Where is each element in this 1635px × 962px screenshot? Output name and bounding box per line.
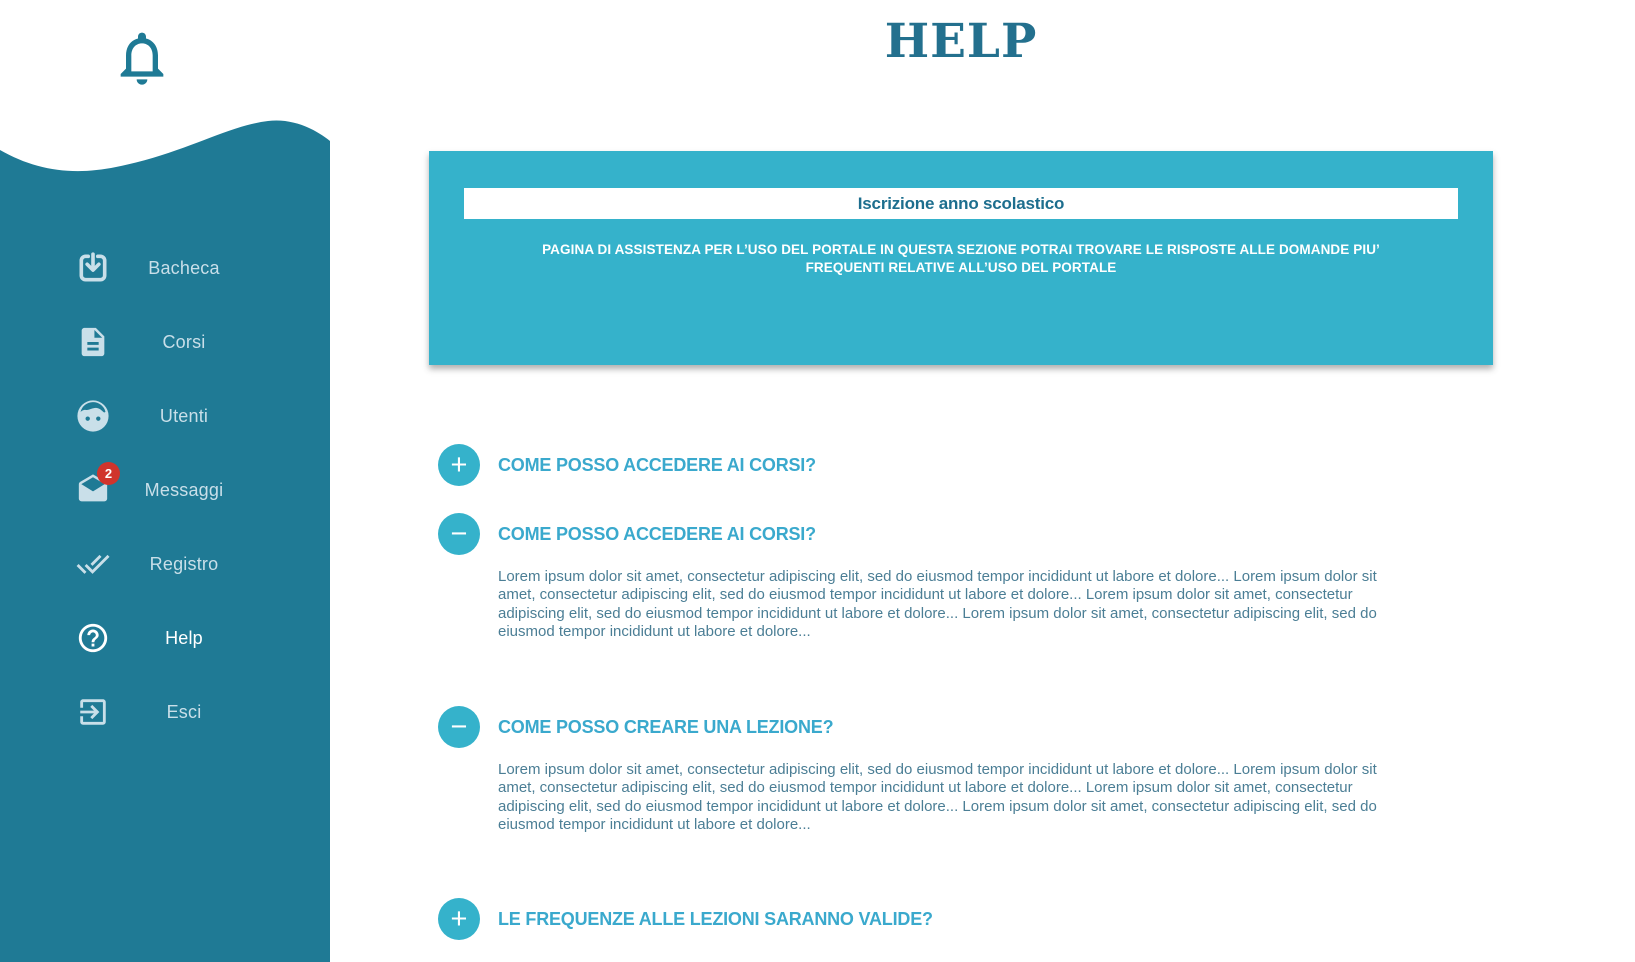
minus-icon: −	[450, 710, 468, 743]
faq-question[interactable]: COME POSSO ACCEDERE AI CORSI?	[498, 524, 816, 544]
sidebar-item-label: Esci	[166, 701, 202, 722]
banner-description: PAGINA DI ASSISTENZA PER L’USO DEL PORTALE IN QUESTA SEZIONE POTRAI TROVARE LE RISPOSTE ALLE DOMANDE PIU’ FREQUENTI RELATIVE ALL’USO DEL PORTALE	[542, 242, 1380, 275]
sidebar-item-label: Bacheca	[148, 257, 220, 278]
sidebar-item-label: Utenti	[159, 405, 209, 426]
sidebar-item-bacheca[interactable]	[0, 246, 330, 290]
faq-toggle-collapse-icon[interactable]	[438, 513, 480, 555]
sidebar-item-help[interactable]	[0, 616, 330, 660]
faq-toggle-expand-icon[interactable]	[438, 444, 480, 486]
plus-icon: +	[450, 902, 468, 935]
sidebar-nav	[0, 0, 330, 962]
messaggi-unread-badge: 2	[97, 462, 120, 485]
sidebar-item-label: Corsi	[162, 331, 206, 352]
faq-answer: Lorem ipsum dolor sit amet, consectetur adipiscing elit, sed do eiusmod tempor incididunt ut labore et dolore... Lorem ipsum dolor sit amet, consectetur adipiscing elit, sed do eiusmod tempor incididunt ut labore et dolore... Lorem ipsum dolor sit amet, consectetur adipiscing elit, sed do eiusmod tempor incididunt ut labore et dolore... Lorem ipsum dolor sit amet, consectetur adipiscing elit, sed do eiusmod tempor incididunt ut labore et dolore...	[498, 761, 1377, 834]
sidebar	[0, 0, 330, 962]
faq-question[interactable]: COME POSSO ACCEDERE AI CORSI?	[498, 455, 816, 475]
banner-title: Iscrizione anno scolastico	[857, 193, 1065, 213]
sidebar-item-registro[interactable]	[0, 542, 330, 586]
faq-answer: Lorem ipsum dolor sit amet, consectetur adipiscing elit, sed do eiusmod tempor incididunt ut labore et dolore... Lorem ipsum dolor sit amet, consectetur adipiscing elit, sed do eiusmod tempor incididunt ut labore et dolore... Lorem ipsum dolor sit amet, consectetur adipiscing elit, sed do eiusmod tempor incididunt ut labore et dolore... Lorem ipsum dolor sit amet, consectetur adipiscing elit, sed do eiusmod tempor incididunt ut labore et dolore...	[498, 568, 1377, 641]
faq-question[interactable]: LE FREQUENZE ALLE LEZIONI SARANNO VALIDE?	[498, 909, 933, 929]
page-title: HELP	[884, 14, 1038, 69]
intro-banner	[429, 151, 1493, 365]
sidebar-item-label: Help	[165, 627, 203, 648]
faq-question[interactable]: COME POSSO CREARE UNA LEZIONE?	[498, 717, 834, 737]
banner-title-bar	[464, 188, 1458, 219]
plus-icon: +	[450, 448, 468, 481]
faq-toggle-expand-icon[interactable]	[438, 898, 480, 940]
sidebar-item-esci[interactable]	[0, 690, 330, 734]
faq-toggle-collapse-icon[interactable]	[438, 706, 480, 748]
sidebar-item-utenti[interactable]	[0, 394, 330, 438]
minus-icon: −	[450, 517, 468, 550]
sidebar-item-corsi[interactable]	[0, 320, 330, 364]
sidebar-item-label: Messaggi	[144, 479, 224, 500]
sidebar-item-messaggi[interactable]	[0, 468, 330, 512]
sidebar-item-label: Registro	[149, 553, 219, 574]
